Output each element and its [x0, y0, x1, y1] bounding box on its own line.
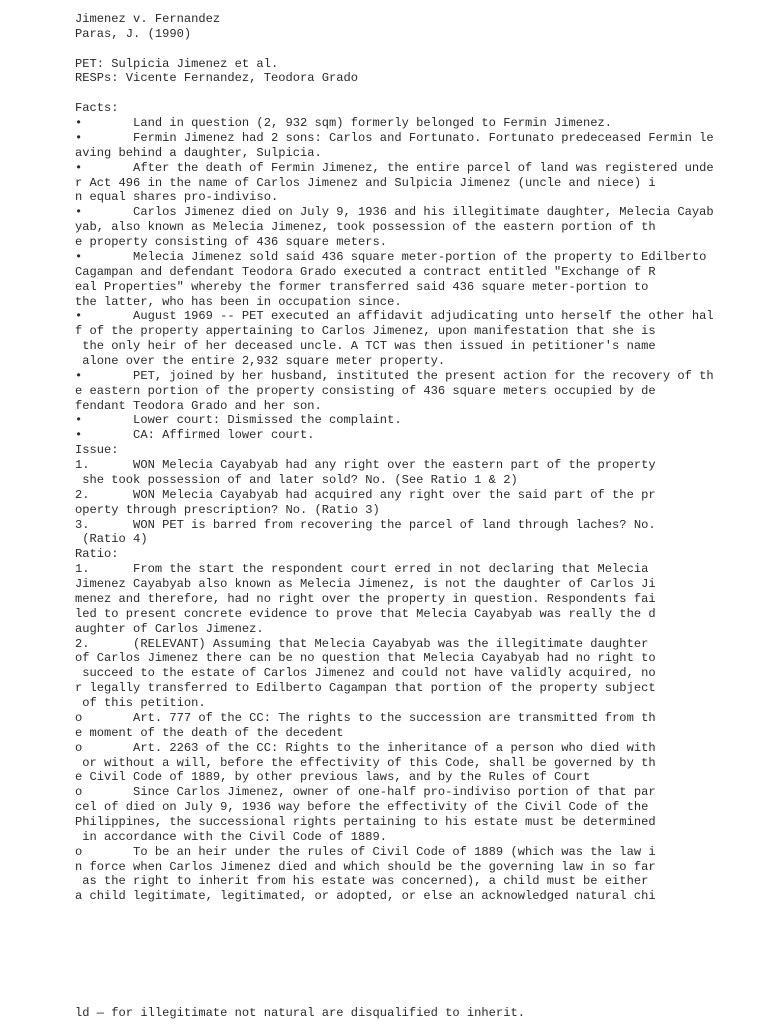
text-line: • CA: Affirmed lower court.: [75, 428, 315, 443]
text-line: cel of died on July 9, 1936 way before the effectivity of the Civil Code of the: [75, 800, 649, 815]
text-line: e property consisting of 436 square meters.: [75, 235, 388, 250]
text-line: the latter, who has been in occupation since.: [75, 294, 402, 309]
text-line: as the right to inherit from his estate was concerned), a child must be either: [75, 874, 649, 889]
text-line: 1. WON Melecia Cayabyab had any right over the eastern part of the property: [75, 458, 656, 473]
text-line: • Carlos Jimenez died on July 9, 1936 and his illegitimate daughter, Melecia Cayab: [75, 205, 714, 220]
text-line: e eastern portion of the property consisting of 436 square meters occupied by de: [75, 383, 656, 398]
text-line: • Melecia Jimenez sold said 436 square meter-portion of the property to Edilberto: [75, 249, 707, 264]
text-line: aughter of Carlos Jimenez.: [75, 621, 264, 636]
text-line: (Ratio 4): [75, 532, 148, 547]
text-line: eal Properties" whereby the former transferred said 436 square meter-portion to: [75, 279, 649, 294]
text-line: • After the death of Fermin Jimenez, the entire parcel of land was registered unde: [75, 160, 714, 175]
text-line: • PET, joined by her husband, instituted the present action for the recovery of th: [75, 368, 714, 383]
text-line: Paras, J. (1990): [75, 26, 192, 41]
text-line: Cagampan and defendant Teodora Grado executed a contract entitled "Exchange of R: [75, 264, 656, 279]
text-line: of Carlos Jimenez there can be no question that Melecia Cayabyab had no right to: [75, 651, 656, 666]
text-line: Ratio:: [75, 547, 119, 562]
text-line: n equal shares pro-indiviso.: [75, 190, 279, 205]
text-line: operty through prescription? No. (Ratio 3): [75, 502, 380, 517]
text-line: 1. From the start the respondent court erred in not declaring that Melecia: [75, 562, 649, 577]
footer-continuation-line: ld — for illegitimate not natural are disqualified to inherit.: [75, 1006, 525, 1020]
text-line: Jimenez Cayabyab also known as Melecia Jimenez, is not the daughter of Carlos Ji: [75, 577, 656, 592]
text-line: o Since Carlos Jimenez, owner of one-half pro-indiviso portion of that par: [75, 785, 656, 800]
text-line: aving behind a daughter, Sulpicia.: [75, 145, 322, 160]
text-line: 2. (RELEVANT) Assuming that Melecia Cayabyab was the illegitimate daughter: [75, 636, 649, 651]
text-line: alone over the entire 2,932 square meter property.: [75, 354, 446, 368]
text-line: r legally transferred to Edilberto Cagampan that portion of the property subject: [75, 681, 656, 696]
text-line: PET: Sulpicia Jimenez et al.: [75, 56, 279, 71]
text-line: or without a will, before the effectivity of this Code, shall be governed by th: [75, 755, 656, 770]
text-line: 2. WON Melecia Cayabyab had acquired any right over the said part of the pr: [75, 487, 656, 502]
text-line: • Fermin Jimenez had 2 sons: Carlos and Fortunato. Fortunato predeceased Fermin le: [75, 130, 714, 145]
text-line: she took possession of and later sold? No. (See Ratio 1 & 2): [75, 472, 518, 487]
text-line: • Land in question (2, 932 sqm) formerly belonged to Fermin Jimenez.: [75, 116, 613, 131]
text-line: succeed to the estate of Carlos Jimenez and could not have validly acquired, no: [75, 666, 656, 681]
text-line: fendant Teodora Grado and her son.: [75, 398, 322, 413]
text-line: e Civil Code of 1889, by other previous laws, and by the Rules of Court: [75, 770, 591, 785]
text-line: menez and therefore, had no right over the property in question. Respondents fai: [75, 591, 656, 606]
text-line: o Art. 777 of the CC: The rights to the succession are transmitted from th: [75, 710, 656, 725]
text-line: Facts:: [75, 101, 119, 116]
text-line: Jimenez v. Fernandez: [75, 12, 221, 26]
text-line: the only heir of her deceased uncle. A TCT was then issued in petitioner's name: [75, 339, 656, 354]
text-line: e moment of the death of the decedent: [75, 725, 344, 740]
text-line: RESPs: Vicente Fernandez, Teodora Grado: [75, 71, 359, 86]
text-line: f of the property appertaining to Carlos Jimenez, upon manifestation that she is: [75, 324, 656, 339]
text-line: of this petition.: [75, 696, 206, 711]
text-line: r Act 496 in the name of Carlos Jimenez and Sulpicia Jimenez (uncle and niece) i: [75, 175, 656, 190]
text-line: n force when Carlos Jimenez died and which should be the governing law in so far: [75, 859, 656, 874]
text-line: a child legitimate, legitimated, or adopted, or else an acknowledged natural chi: [75, 889, 656, 904]
text-line: o Art. 2263 of the CC: Rights to the inheritance of a person who died with: [75, 740, 656, 755]
text-line: yab, also known as Melecia Jimenez, took possession of the eastern portion of th: [75, 220, 656, 235]
text-line: o To be an heir under the rules of Civil Code of 1889 (which was the law i: [75, 844, 656, 859]
text-line: 3. WON PET is barred from recovering the parcel of land through laches? No.: [75, 517, 656, 532]
text-line: • Lower court: Dismissed the complaint.: [75, 413, 402, 428]
text-line: • August 1969 -- PET executed an affidavit adjudicating unto herself the other hal: [75, 309, 714, 324]
text-line: in accordance with the Civil Code of 1889.: [75, 829, 388, 844]
text-line: led to present concrete evidence to prove that Melecia Cayabyab was really the d: [75, 606, 656, 621]
text-line: Issue:: [75, 443, 119, 458]
text-line: Philippines, the successional rights pertaining to his estate must be determined: [75, 814, 656, 829]
